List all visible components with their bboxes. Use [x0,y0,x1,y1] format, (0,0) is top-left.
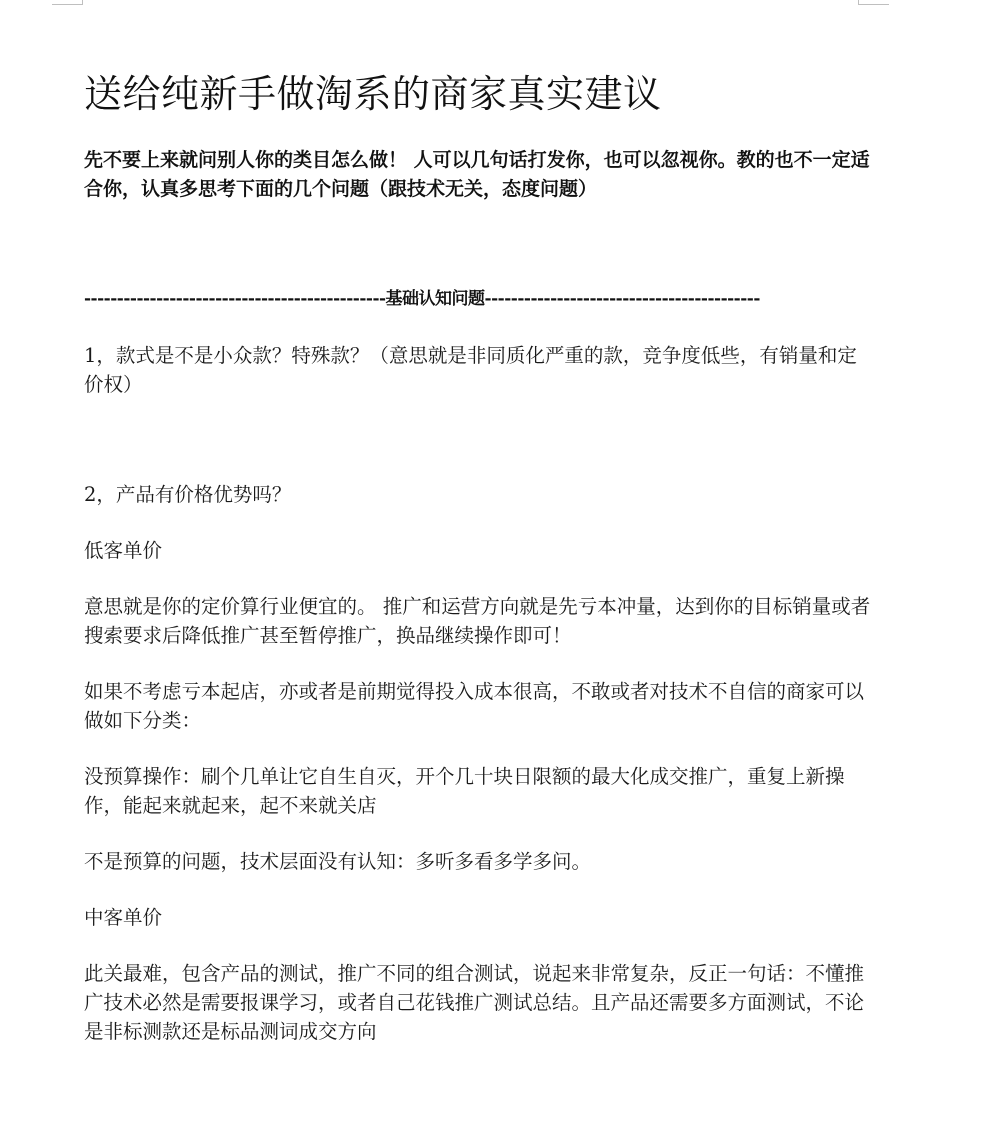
paragraph-low-price-heading: 低客单价 [84,539,163,562]
document-body[interactable] [84,68,874,1046]
paragraph-mid-price-heading: 中客单价 [84,906,163,929]
paragraph-low-price-meaning: 意思就是你的定价算行业便宜的。 推广和运营方向就是先亏本冲量，达到你的目标销量或者搜索要求后降低推广甚至暂停推广，换品继续操作即可！ [84,595,871,647]
paragraph-not-budget: 不是预算的问题，技术层面没有认知：多听多看多学多问。 [84,850,592,873]
paragraph-question-1: 1，款式是不是小众款？特殊款？（意思就是非同质化严重的款，竞争度低些，有销量和定价权） [84,344,857,396]
intro-paragraph: 先不要上来就问别人你的类目怎么做！ 人可以几句话打发你，也可以忽视你。教的也不一定适合你，认真多思考下面的几个问题（跟技术无关，态度问题） [84,149,870,200]
section-header-basics: ----------------------------------------------基础认知问题------------------------------------------ [84,289,760,309]
page-corner-mark-left [52,0,83,5]
paragraph-mid-price-detail: 此关最难，包含产品的测试，推广不同的组合测试，说起来非常复杂，反正一句话：不懂推广技术必然是需要报课学习，或者自己花钱推广测试总结。且产品还需要多方面测试，不论是非标测款还是标品测词成交方向 [84,962,865,1043]
page-corner-mark-right [858,0,889,5]
paragraph-question-2: 2，产品有价格优势吗？ [84,483,292,506]
document-title: 送给纯新手做淘系的商家真实建议 [84,72,662,116]
paragraph-classification: 如果不考虑亏本起店，亦或者是前期觉得投入成本很高，不敢或者对技术不自信的商家可以做如下分类： [84,680,865,732]
paragraph-no-budget: 没预算操作：刷个几单让它自生自灭，开个几十块日限额的最大化成交推广，重复上新操作，能起来就起来，起不来就关店 [84,765,845,817]
